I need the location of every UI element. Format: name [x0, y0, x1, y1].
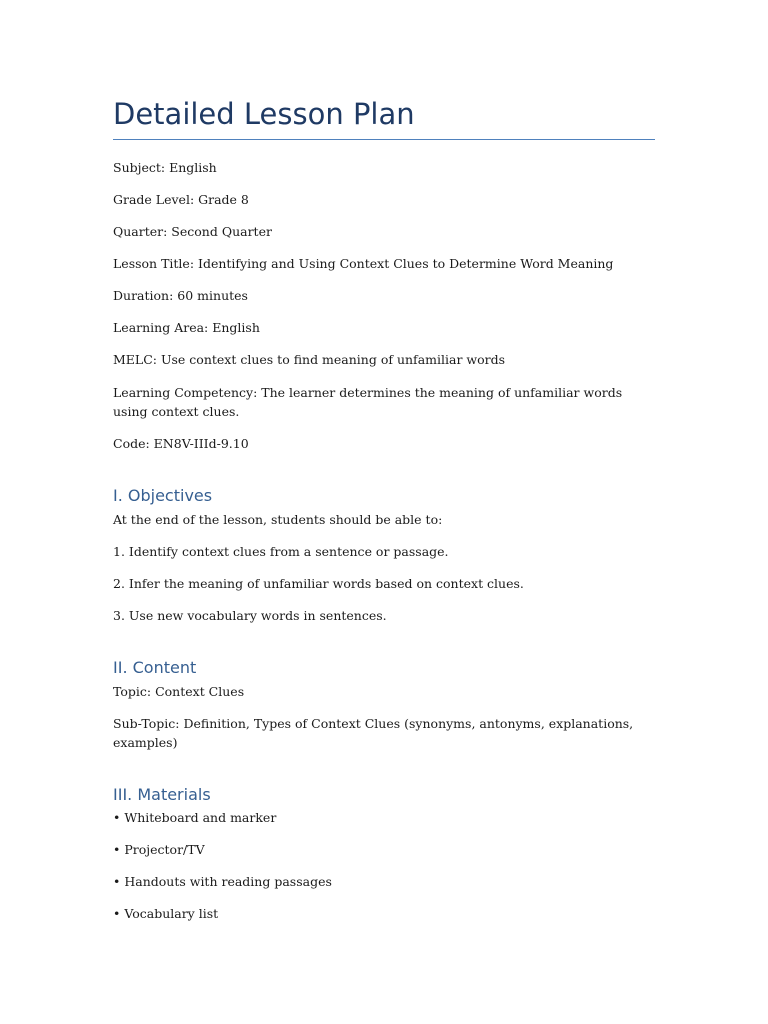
title-underline	[113, 139, 655, 140]
meta-quarter: Quarter: Second Quarter	[113, 224, 272, 239]
meta-lesson-title: Lesson Title: Identifying and Using Context Clues to Determine Word Meaning	[113, 256, 614, 271]
meta-melc: MELC: Use context clues to find meaning of unfamiliar words	[113, 352, 506, 367]
materials-list-item: • Vocabulary list	[113, 906, 219, 921]
materials-list-item: • Whiteboard and marker	[113, 810, 277, 825]
meta-grade-level: Grade Level: Grade 8	[113, 192, 249, 207]
content-sub-topic: Sub-Topic: Definition, Types of Context Clues (synonyms, antonyms, explanations, examples)	[113, 716, 634, 750]
section-heading-objectives: I. Objectives	[113, 486, 213, 505]
meta-learning-area: Learning Area: English	[113, 320, 260, 335]
meta-duration: Duration: 60 minutes	[113, 288, 248, 303]
meta-subject: Subject: English	[113, 160, 217, 175]
content-topic: Topic: Context Clues	[113, 684, 245, 699]
meta-code: Code: EN8V-IIId-9.10	[113, 436, 249, 451]
meta-learning-competency: Learning Competency: The learner determines the meaning of unfamiliar words using context clues.	[113, 385, 623, 419]
objectives-intro: At the end of the lesson, students should be able to:	[113, 512, 443, 527]
objective-item: 1. Identify context clues from a sentence or passage.	[113, 544, 449, 559]
materials-list-item: • Projector/TV	[113, 842, 205, 857]
document-title: Detailed Lesson Plan	[113, 97, 415, 131]
objective-item: 2. Infer the meaning of unfamiliar words based on context clues.	[113, 576, 524, 591]
section-heading-content: II. Content	[113, 658, 197, 677]
materials-list-item: • Handouts with reading passages	[113, 874, 332, 889]
objective-item: 3. Use new vocabulary words in sentences.	[113, 608, 387, 623]
section-heading-materials: III. Materials	[113, 785, 211, 804]
